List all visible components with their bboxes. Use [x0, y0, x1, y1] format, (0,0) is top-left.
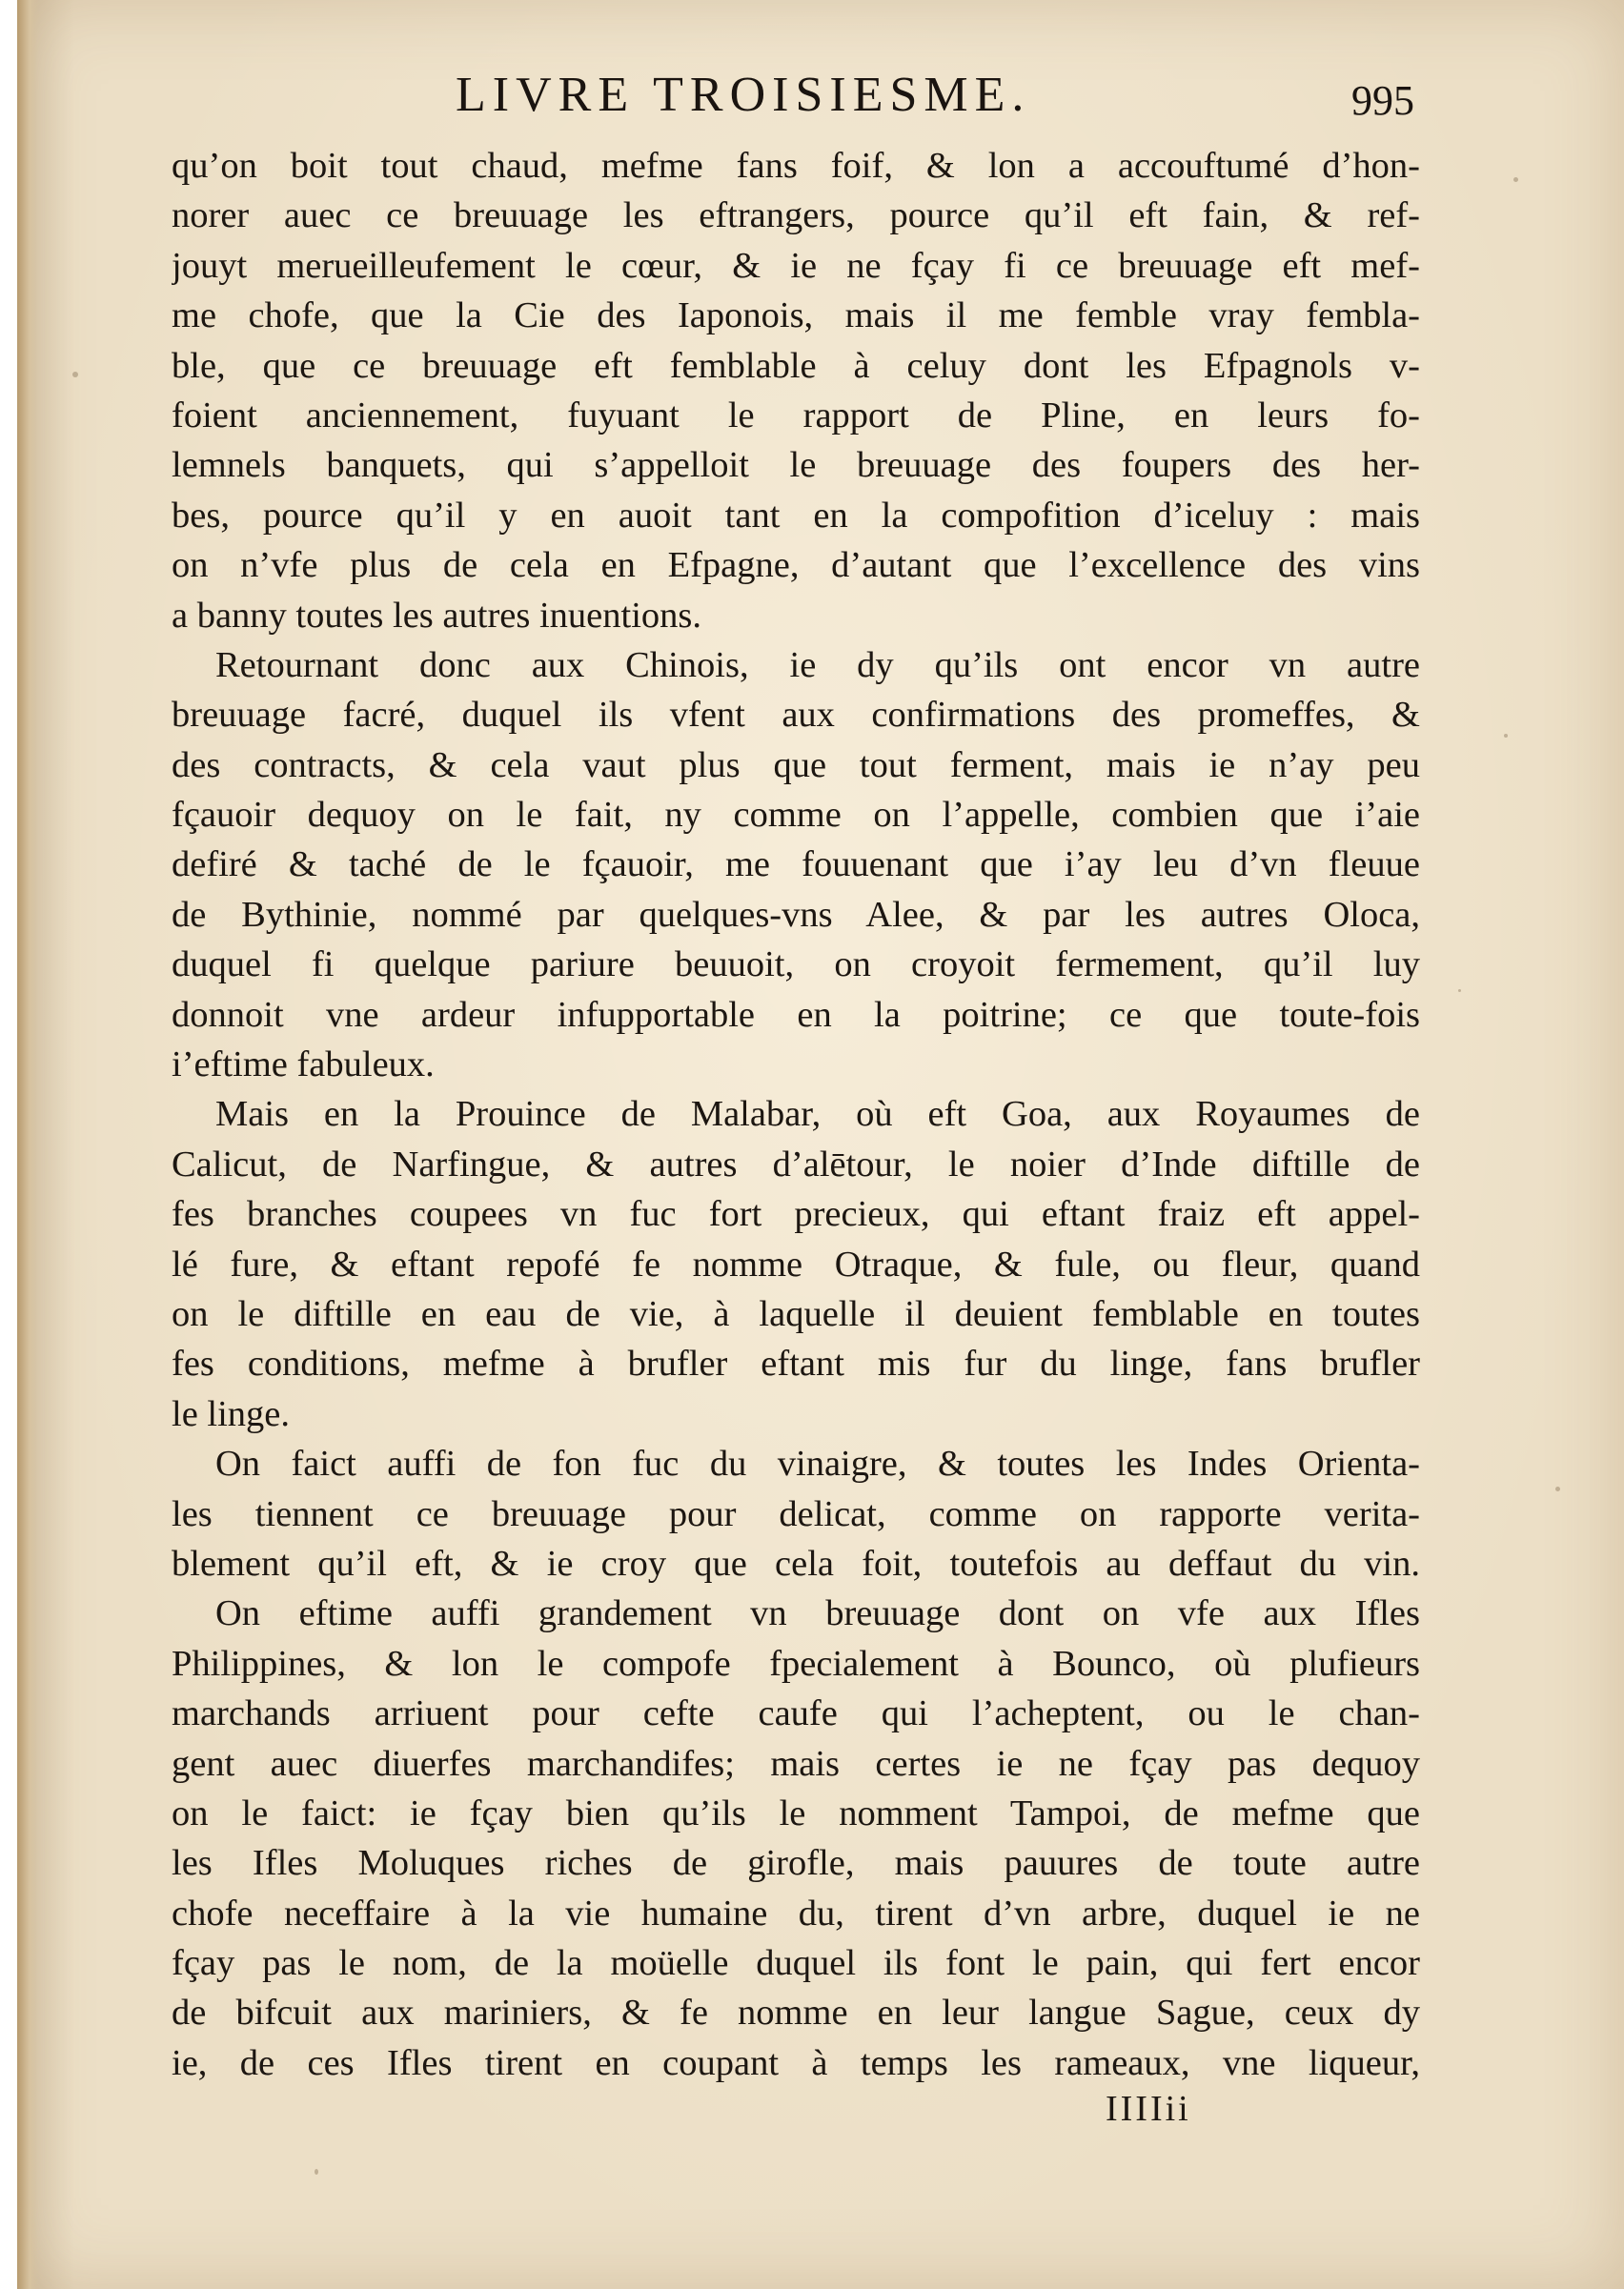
book-page	[17, 0, 1624, 2289]
text-line: On eftime auffi grandement vn breuuage dont on vfe aux Ifles	[215, 1593, 1420, 1634]
body-text	[172, 141, 1420, 2088]
text-line: fçay pas le nom, de la moüelle duquel ils font le pain, qui fert encor	[172, 1943, 1420, 1984]
paper-speck	[1513, 177, 1518, 182]
text-line: on n’vfe plus de cela en Efpagne, d’autant que l’excellence des vins	[172, 545, 1420, 586]
text-line: les tiennent ce breuuage pour delicat, comme on rapporte verita-	[172, 1493, 1420, 1534]
running-head	[17, 67, 1624, 124]
text-line: Philippines, & lon le compofe fpecialement à Bounco, où plufieurs	[172, 1643, 1420, 1684]
text-line: lemnels banquets, qui s’appelloit le breuuage des foupers des her-	[172, 445, 1420, 486]
text-line: blement qu’il eft, & ie croy que cela foit, toutefois au deffaut du vin.	[172, 1543, 1420, 1584]
page-spine-shadow	[17, 0, 38, 2289]
text-line: le linge.	[172, 1393, 291, 1434]
text-line: des contracts, & cela vaut plus que tout ferment, mais ie n’ay peu	[172, 744, 1420, 785]
text-line: norer auec ce breuuage les eftrangers, pource qu’il eft fain, & ref-	[172, 195, 1420, 236]
text-line: marchands arriuent pour cefte caufe qui l’acheptent, ou le chan-	[172, 1693, 1420, 1734]
text-line: fes branches coupees vn fuc fort precieux, qui eftant fraiz eft appel-	[172, 1194, 1420, 1235]
signature-mark: IIIIii	[1106, 2089, 1191, 2129]
text-line: ble, que ce breuuage eft femblable à celuy dont les Efpagnols v-	[172, 345, 1420, 386]
text-line: duquel fi quelque pariure beuuoit, on croyoit fermement, qu’il luy	[172, 944, 1420, 985]
running-title: LIVRE TROISIESME.	[456, 68, 1031, 122]
paper-speck	[1458, 989, 1461, 992]
text-line: defiré & taché de le fçauoir, me fouuenant que i’ay leu d’vn fleuue	[172, 844, 1420, 885]
text-line: jouyt merueilleufement le cœur, & ie ne fçay fi ce breuuage eft mef-	[172, 245, 1420, 286]
text-line: les Ifles Moluques riches de girofle, mais pauures de toute autre	[172, 1843, 1420, 1884]
text-line: chofe neceffaire à la vie humaine du, tirent d’vn arbre, duquel ie ne	[172, 1893, 1420, 1934]
text-line: fes conditions, mefme à brufler eftant mis fur du linge, fans brufler	[172, 1344, 1420, 1385]
text-line: lé fure, & eftant repofé fe nomme Otraque, & fule, ou fleur, quand	[172, 1244, 1420, 1285]
text-line: qu’on boit tout chaud, mefme fans foif, & lon a accouftumé d’hon-	[172, 146, 1420, 186]
text-line: breuuage facré, duquel ils vfent aux confirmations des promeffes, &	[172, 695, 1420, 736]
text-line: de bifcuit aux mariniers, & fe nomme en leur langue Sague, ceux dy	[172, 1993, 1420, 2034]
text-line: me chofe, que la Cie des Iaponois, mais il me femble vray fembla-	[172, 295, 1420, 336]
text-line: donnoit vne ardeur infupportable en la poitrine; ce que toute-fois	[172, 994, 1420, 1035]
text-line: i’eftime fabuleux.	[172, 1044, 435, 1085]
paper-speck	[315, 2169, 318, 2175]
text-line: on le diftille en eau de vie, à laquelle il deuient femblable en toutes	[172, 1293, 1420, 1334]
paper-speck	[72, 372, 78, 377]
paper-speck	[1504, 734, 1508, 738]
text-line: ie, de ces Ifles tirent en coupant à temps les rameaux, vne liqueur,	[172, 2042, 1420, 2083]
text-line: Mais en la Prouince de Malabar, où eft Goa, aux Royaumes de	[215, 1094, 1420, 1135]
text-line: On faict auffi de fon fuc du vinaigre, & toutes les Indes Orienta-	[215, 1444, 1420, 1485]
text-line: de Bythinie, nommé par quelques-vns Alee, & par les autres Oloca,	[172, 894, 1420, 935]
paper-speck	[1555, 1487, 1560, 1491]
text-line: bes, pource qu’il y en auoit tant en la compofition d’iceluy : mais	[172, 495, 1420, 536]
text-line: fçauoir dequoy on le fait, ny comme on l’appelle, combien que i’aie	[172, 795, 1420, 836]
text-line: on le faict: ie fçay bien qu’ils le nomment Tampoi, de mefme que	[172, 1793, 1420, 1833]
text-line: foient anciennement, fuyuant le rapport de Pline, en leurs fo-	[172, 395, 1420, 436]
page-number: 995	[1351, 77, 1414, 124]
text-line: gent auec diuerfes marchandifes; mais certes ie ne fçay pas dequoy	[172, 1743, 1420, 1784]
text-line: Calicut, de Narfingue, & autres d’alētour, le noier d’Inde diftille de	[172, 1144, 1420, 1185]
text-line: a banny toutes les autres inuentions.	[172, 595, 701, 636]
text-line: Retournant donc aux Chinois, ie dy qu’ils ont encor vn autre	[215, 644, 1420, 685]
